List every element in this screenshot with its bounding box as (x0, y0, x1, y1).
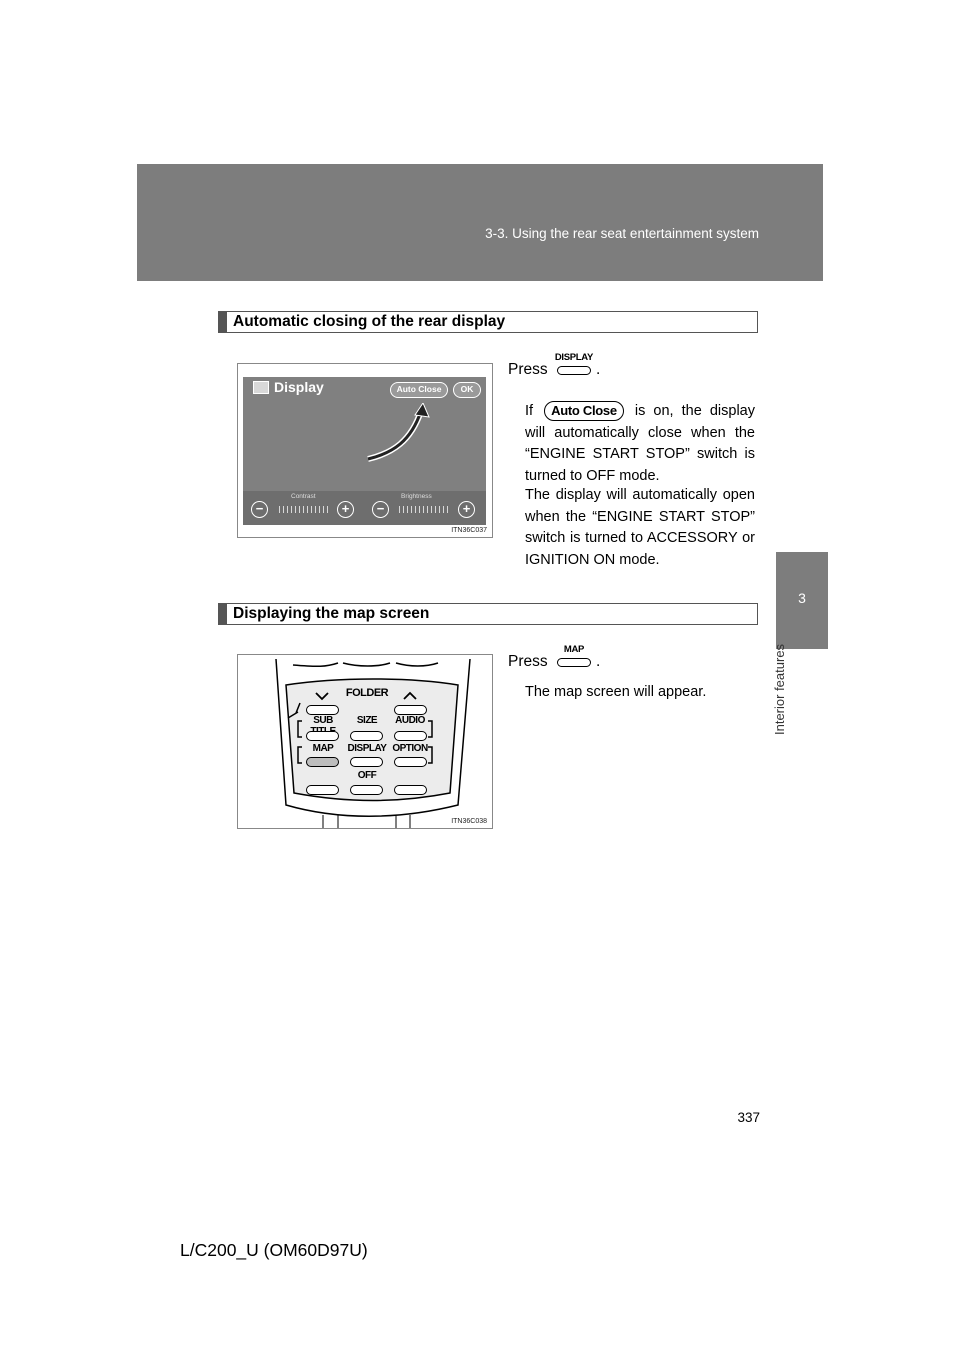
page-number: 337 (737, 1110, 760, 1125)
map-button-icon (554, 644, 594, 670)
header-band (137, 164, 823, 281)
press-label: Press (508, 361, 548, 378)
contrast-slider[interactable] (279, 506, 329, 513)
subtitle-key[interactable] (306, 731, 339, 741)
button-pill (557, 366, 591, 375)
subtitle-label: SUB (313, 715, 333, 726)
folder-up-key[interactable] (394, 705, 427, 715)
auto-close-paragraph (525, 401, 755, 487)
folder-label: FOLDER (345, 687, 389, 699)
right-bottom-key[interactable] (394, 785, 427, 795)
folder-down-key[interactable] (306, 705, 339, 715)
map-paragraph: The map screen will appear. (525, 684, 707, 700)
footer-code: L/C200_U (OM60D97U) (180, 1240, 368, 1260)
section-heading-auto-close (218, 311, 758, 333)
remote-figure (237, 654, 493, 829)
contrast-label: Contrast (291, 493, 316, 500)
off-key[interactable] (350, 785, 383, 795)
arrow-icon (363, 403, 433, 463)
chapter-label-wrap (770, 620, 790, 740)
press-display-line (508, 352, 601, 379)
figure-id: ITN36C038 (451, 818, 487, 825)
ok-screen-button[interactable]: OK (453, 382, 481, 398)
para-rest: is on, the display will automatically close when the “ENGINE START STOP” switch is turned to OFF mode. (525, 403, 755, 484)
press-label: Press (508, 653, 548, 670)
option-label: OPTION (392, 743, 428, 754)
heading-bar (219, 312, 227, 332)
audio-key[interactable] (394, 731, 427, 741)
left-bottom-key[interactable] (306, 785, 339, 795)
remote-outline (238, 655, 493, 829)
heading-bar (219, 604, 227, 624)
contrast-minus-button[interactable]: − (251, 501, 268, 518)
figure-id: ITN36C037 (451, 527, 487, 534)
brightness-slider[interactable] (399, 506, 449, 513)
adjust-bar (243, 491, 486, 525)
display-screen-figure (237, 363, 493, 538)
option-key[interactable] (394, 757, 427, 767)
display-screen (243, 377, 486, 525)
off-label: OFF (357, 770, 377, 781)
period: . (595, 653, 601, 670)
press-map-line (508, 644, 601, 671)
display-button-label: DISPLAY (554, 352, 594, 363)
brightness-label: Brightness (401, 493, 432, 500)
contrast-plus-button[interactable]: + (337, 501, 354, 518)
section-heading-map (218, 603, 758, 625)
button-pill (557, 658, 591, 667)
map-button-label: MAP (563, 644, 585, 655)
section-title: 3-3. Using the rear seat entertainment system (485, 226, 759, 241)
screen-title: Display (274, 379, 324, 395)
size-key[interactable] (350, 731, 383, 741)
size-label: SIZE (356, 715, 378, 726)
period: . (595, 361, 601, 378)
display-label: DISPLAY (347, 743, 387, 754)
para-if: If (525, 403, 534, 419)
heading-text: Displaying the map screen (233, 605, 430, 622)
auto-open-paragraph: The display will automatically open when the “ENGINE START STOP” switch is turned to ACCESSORY or IGNITION ON mode. (525, 487, 755, 568)
display-folder-icon (253, 381, 269, 394)
audio-label: AUDIO (395, 715, 425, 726)
chapter-label: Interior features (772, 643, 787, 735)
map-key[interactable] (306, 757, 339, 767)
display-button-icon (554, 352, 594, 378)
chapter-number: 3 (798, 590, 806, 606)
brightness-minus-button[interactable]: − (372, 501, 389, 518)
auto-close-button-icon: Auto Close (544, 401, 624, 421)
display-key[interactable] (350, 757, 383, 767)
auto-close-screen-button[interactable]: Auto Close (390, 382, 448, 398)
brightness-plus-button[interactable]: + (458, 501, 475, 518)
heading-text: Automatic closing of the rear display (233, 313, 506, 330)
map-label: MAP (312, 743, 334, 754)
